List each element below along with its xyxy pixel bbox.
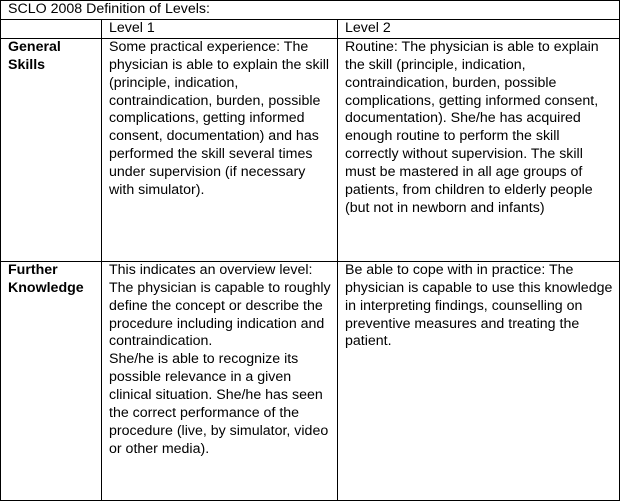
- table-row-general-skills: [1, 38, 620, 261]
- header-row: [1, 19, 620, 38]
- paragraph: Some practical experience: The physician is able to explain the skill (principle, indication, contraindication, burden, possible complications, getting informed consent, documentation) and has performed the skill several times under supervision (if necessary with simulator).: [109, 38, 330, 199]
- paragraph: She/he is able to recognize its possible relevance in a given clinical situation. She/he has seen the correct performance of the procedure (live, by simulator, video or other media).: [109, 351, 329, 457]
- cell-general-skills-level-2: [338, 38, 620, 261]
- paragraph: Routine: The physician is able to explain the skill (principle, indication, contraindication, burden, possible complications, getting informed consent, documentation). She/he has acquired enough routine to perform the skill correctly without supervision. The skill must be mastered in all age groups of patients, from children to elderly people (but not in newborn and infants): [345, 38, 599, 216]
- cell-further-knowledge-level-2: [338, 261, 620, 500]
- row-label-further-knowledge: Further Knowledge: [1, 261, 102, 500]
- header-level-1: Level 1: [102, 19, 338, 38]
- header-empty-cell: [1, 19, 102, 38]
- header-level-2: Level 2: [338, 19, 620, 38]
- table-row-further-knowledge: [1, 261, 620, 500]
- paragraph: Be able to cope with in practice: The physician is capable to use this knowledge in interpreting findings, counselling on preventive measures and treating the patient.: [345, 261, 613, 350]
- paragraph: This indicates an overview level: The physician is capable to roughly define the concept or describe the procedure including indication and contraindication.: [109, 261, 331, 350]
- table-caption: SCLO 2008 Definition of Levels:: [1, 1, 620, 20]
- cell-further-knowledge-level-1: [102, 261, 338, 500]
- caption-row: [1, 1, 620, 20]
- cell-general-skills-level-1: [102, 38, 338, 261]
- row-label-general-skills: General Skills: [1, 38, 102, 261]
